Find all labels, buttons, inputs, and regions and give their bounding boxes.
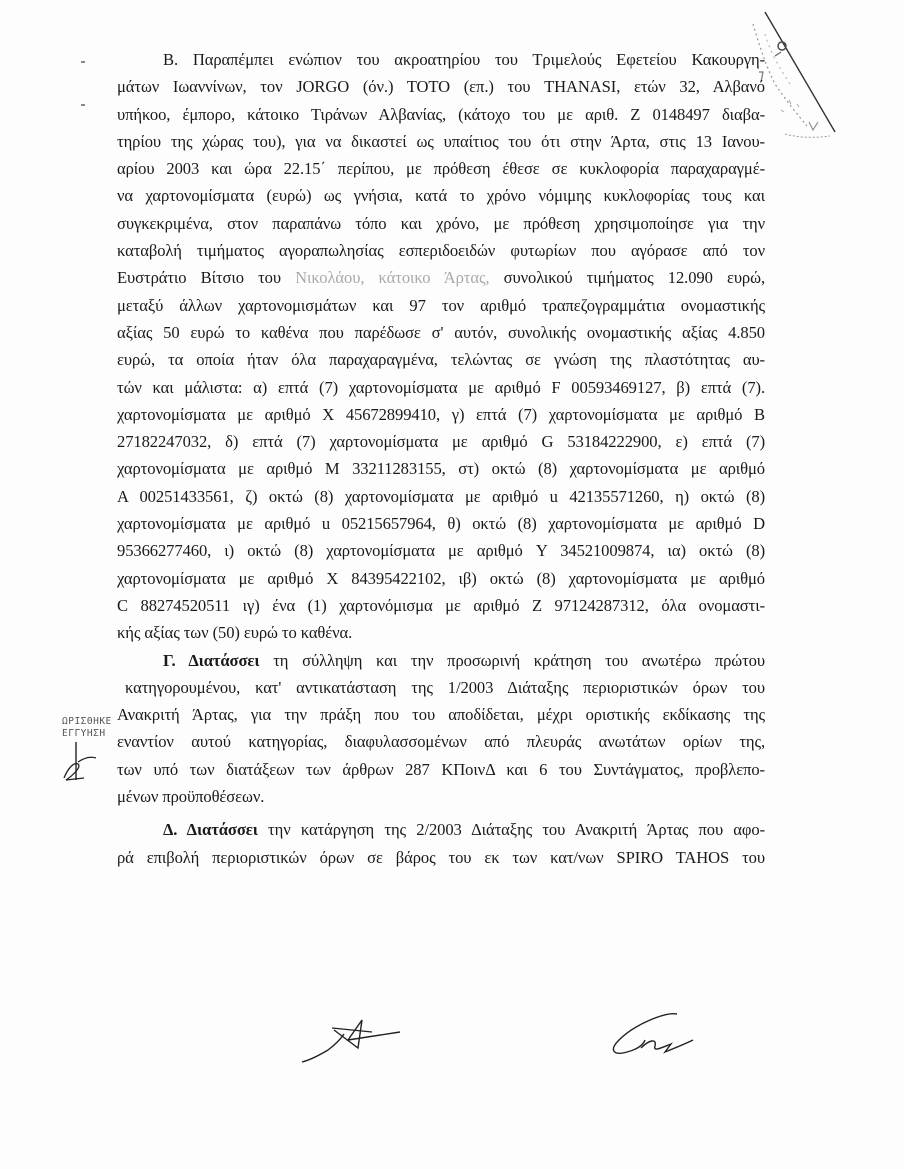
text-line: Δ. Διατάσσει την κατάργηση της 2/2003 Διάταξης του Ανακριτή Άρτας που αφο- [163,820,765,840]
text-line: Β. Παραπέμπει ενώπιον του ακροατηρίου του Τριμελούς Εφετείου Κακουργη- [163,50,765,69]
text-line: ευρώ, τα οποία ήταν όλα παραχαραγμένα, τελώντας σε γνώση της πλαστότητας αυ- [117,350,765,370]
text-line: μεταξύ άλλων χαρτονομισμάτων και 97 τον αριθμό τραπεζογραμμάτια ονομαστικής [117,295,765,315]
margin-stamp: ΩΡΙΣΘΗΚΕ ΕΓΓΥΗΣΗ [62,716,112,739]
text-line: Ευστράτιο Βίτσιο του Νικολάου, κάτοικο Άρτας, συνολικού τιμήματος 12.090 ευρώ, [117,268,765,288]
text-line: αρίου 2003 και ώρα 22.15΄ περίπου, με πρόθεση έθεσε σε κυκλοφορία παραχαραγμέ- [117,159,765,179]
text-line: χαρτονομίσματα με αριθμό M 33211283155, στ) οκτώ (8) χαρτονομίσματα με αριθμό [117,459,765,479]
text-line: τών και μάλιστα: α) επτά (7) χαρτονομίσματα με αριθμό F 00593469127, β) επτά (7). [117,377,765,397]
scan-mark [81,61,85,63]
text-line: υπήκοο, έμπορο, κάτοικο Τιράνων Αλβανίας, (κάτοχο του με αριθ. Ζ 0148497 διαβα- [117,104,765,124]
text-line: των υπό των διατάξεων των άρθρων 287 ΚΠοινΔ και 6 του Συντάγματος, προβλεπο- [117,759,765,779]
left-signature [300,1010,410,1070]
paragraph-b [117,46,765,647]
text-line: κατηγορουμένου, κατ' αντικατάσταση της 1/2003 Διάταξης περιοριστικών όρων του [125,677,765,697]
text-line: χαρτονομίσματα με αριθμό u 05215657964, θ) οκτώ (8) χαρτονομίσματα με αριθμό D [117,514,765,534]
text-line: 95366277460, ι) οκτώ (8) χαρτονομίσματα με αριθμό Y 34521009874, ια) οκτώ (8) [117,541,765,561]
section-label: Γ. Διατάσσει [163,650,260,670]
right-signature [605,1010,715,1065]
official-stamp-icon [745,4,895,154]
paragraph-d [117,816,765,871]
text-line: Γ. Διατάσσει τη σύλληψη και την προσωρινή κράτηση του ανωτέρω πρώτου [163,650,765,670]
text-line: Ανακριτή Άρτας, για την πράξη που του αποδίδεται, μέχρι οριστικής εκδίκασης της [117,705,765,725]
scan-mark [81,104,85,106]
text-line: τηρίου της χώρας του), για να δικαστεί ως υπαίτιος του ότι στην Άρτα, στις 13 Ιανου- [117,131,765,151]
text-line: καταβολή τιμήματος αγοραπωλησίας εσπεριδοειδών φυτωρίων που αγόρασε από τον [117,241,765,261]
text-line: ρά επιβολή περιοριστικών όρων σε βάρος του εκ των κατ/νων SPIRO TAHOS του [117,847,765,867]
text-line: χαρτονομίσματα με αριθμό X 45672899410, γ) επτά (7) χαρτονομίσματα με αριθμό B [117,404,765,424]
text-line: A 00251433561, ζ) οκτώ (8) χαρτονομίσματα με αριθμό u 42135571260, η) οκτώ (8) [117,486,765,506]
text-line: C 88274520511 ιγ) ένα (1) χαρτονόμισμα με αριθμό Z 97124287312, όλα ονομαστι- [117,595,765,615]
text-line: εναντίον αυτού κατηγορίας, διαφυλασσομένων από πλευράς ανωτάτων ορίων της, [117,732,765,752]
text-line: κής αξίας των (50) ευρώ το καθένα. [117,623,353,643]
text-line: να χαρτονομίσματα (ευρώ) ως γνήσια, κατά το χρόνο νόμιμης κυκλοφορίας τους και [117,186,765,206]
text-line: μάτων Ιωαννίνων, τον JORGO (όν.) TOTO (επ.) του THANASI, ετών 32, Αλβανό [117,77,765,97]
document-body [117,46,765,871]
text-line: 27182247032, δ) επτά (7) χαρτονομίσματα με αριθμό G 53184222900, ε) επτά (7) [117,432,765,452]
text-line: αξίας 50 ευρώ το καθένα που παρέδωσε σ' αυτόν, συνολικής ονομαστικής αξίας 4.850 [117,322,765,342]
margin-initial-icon [60,740,110,790]
faded-text: Νικολάου, κάτοικο Άρτας, [295,268,490,288]
text-line: συγκεκριμένα, στον παραπάνω τόπο και χρόνο, με πρόθεση χρησιμοποίησε για την [117,213,765,233]
section-label: Β. [163,50,179,69]
text-line: χαρτονομίσματα με αριθμό X 84395422102, ιβ) οκτώ (8) χαρτονομίσματα με αριθμό [117,568,765,588]
section-label: Δ. Διατάσσει [163,820,258,840]
text-line: μένων προϋποθέσεων. [117,787,265,807]
paragraph-g [117,647,765,811]
